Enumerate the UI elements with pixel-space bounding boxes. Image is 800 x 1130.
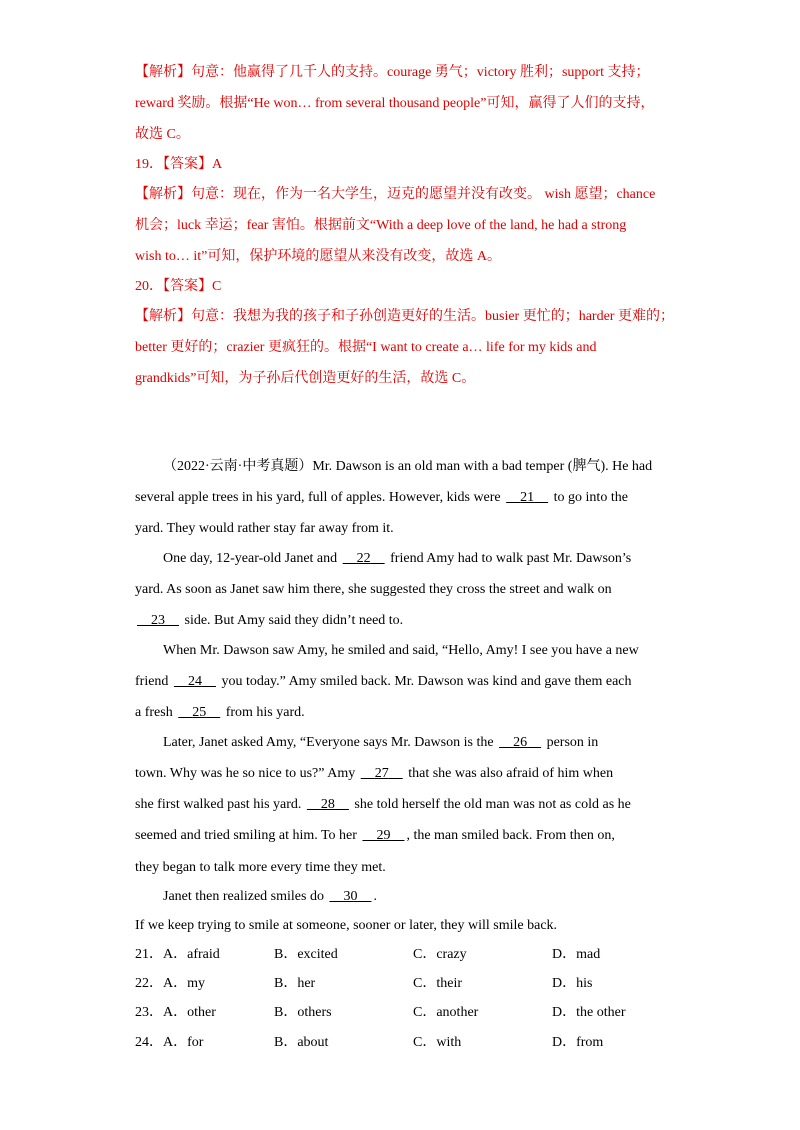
- text: several apple trees in his yard, full of apples. However, kids were: [135, 490, 505, 505]
- question-22-number: 22．: [135, 976, 163, 991]
- option-22-d[interactable]: D．his: [552, 976, 593, 991]
- text: a fresh: [135, 705, 177, 720]
- blank-29: [360, 827, 406, 845]
- blank-29-number: 29: [376, 828, 391, 843]
- blank-24-number: 24: [187, 674, 202, 689]
- text: to go into the: [550, 490, 628, 505]
- blank-28-number: 28: [320, 797, 335, 812]
- passage-p2-line-1: [163, 550, 703, 568]
- option-22-a[interactable]: A．my: [163, 976, 205, 991]
- blank-25-number: 25: [192, 705, 207, 720]
- blank-21-number: 21: [520, 490, 535, 505]
- question-23-options: [135, 1004, 695, 1022]
- option-23-b[interactable]: B．others: [274, 1005, 332, 1020]
- question-21-options: [135, 946, 695, 964]
- passage-p4-line-5: they began to talk more every time they met.: [135, 860, 386, 875]
- text: seemed and tried smiling at him. To her: [135, 828, 361, 843]
- blank-23: [135, 612, 181, 630]
- option-22-c[interactable]: C．their: [413, 976, 462, 991]
- option-23-a[interactable]: A．other: [163, 1005, 216, 1020]
- option-24-d[interactable]: D．from: [552, 1035, 604, 1050]
- passage-p1-line-2: [135, 489, 675, 507]
- text: that she was also afraid of him when: [404, 766, 614, 781]
- blank-25: [176, 704, 222, 722]
- passage-p2-line-2: yard. As soon as Janet saw him there, she suggested they cross the street and walk on: [135, 582, 612, 597]
- answer-18-explanation-line-3: 故选 C。: [135, 127, 190, 142]
- text: friend Amy had to walk past Mr. Dawson’s: [386, 551, 632, 566]
- blank-24: [172, 673, 218, 691]
- option-21-a[interactable]: A．afraid: [163, 947, 220, 962]
- text: side. But Amy said they didn’t need to.: [181, 613, 404, 628]
- passage-p4-line-3: [135, 796, 675, 814]
- blank-28: [305, 796, 351, 814]
- text: town. Why was he so nice to us?” Amy: [135, 766, 359, 781]
- question-21-number: 21．: [135, 947, 163, 962]
- blank-30-number: 30: [343, 889, 358, 904]
- passage-p3-line-2: [135, 673, 675, 691]
- text: person in: [543, 735, 599, 750]
- passage-p4-line-1: [163, 734, 703, 752]
- blank-22: [341, 550, 387, 568]
- option-23-d[interactable]: D．the other: [552, 1005, 626, 1020]
- blank-21: [504, 489, 550, 507]
- text: .: [373, 889, 377, 904]
- blank-27: [359, 765, 405, 783]
- text: from his yard.: [222, 705, 305, 720]
- blank-23-number: 23: [151, 613, 165, 628]
- passage-p2-line-3: [135, 612, 675, 630]
- answer-19-explanation-line-2: 机会；luck 幸运；fear 害怕。根据前文“With a deep love of the land, he had a strong: [135, 218, 627, 233]
- question-23-number: 23．: [135, 1005, 163, 1020]
- blank-26: [497, 734, 543, 752]
- text: she told herself the old man was not as cold as he: [350, 797, 631, 812]
- blank-26-number: 26: [513, 735, 528, 750]
- option-21-b[interactable]: B．excited: [274, 947, 338, 962]
- answer-18-explanation-line-1: 【解析】句意：他赢得了几千人的支持。courage 勇气；victory 胜利；support 支持；: [135, 65, 650, 80]
- text: she first walked past his yard.: [135, 797, 305, 812]
- passage-p3-line-1: When Mr. Dawson saw Amy, he smiled and said, “Hello, Amy! I see you have a new: [163, 643, 639, 658]
- answer-18-explanation-line-2: reward 奖励。根据“He won… from several thousand people”可知，赢得了人们的支持，: [135, 96, 655, 111]
- answer-20-explanation-line-3: grandkids”可知，为子孙后代创造更好的生活，故选 C。: [135, 371, 476, 386]
- blank-22-number: 22: [356, 551, 371, 566]
- text: One day, 12-year-old Janet and: [163, 551, 341, 566]
- passage-p6-line-1: If we keep trying to smile at someone, sooner or later, they will smile back.: [135, 918, 558, 933]
- option-24-a[interactable]: A．for: [163, 1035, 204, 1050]
- question-22-options: [135, 975, 695, 993]
- question-24-options: [135, 1034, 695, 1052]
- text: friend: [135, 674, 172, 689]
- answer-20-head: 20．【答案】C: [135, 279, 222, 294]
- option-24-b[interactable]: B．about: [274, 1035, 329, 1050]
- passage-p3-line-3: [135, 704, 675, 722]
- text: Later, Janet asked Amy, “Everyone says Mr. Dawson is the: [163, 735, 498, 750]
- answer-19-head: 19．【答案】A: [135, 157, 223, 172]
- passage-p4-line-2: [135, 765, 675, 783]
- passage-p1-line-3: yard. They would rather stay far away from it.: [135, 521, 394, 536]
- option-23-c[interactable]: C．another: [413, 1005, 479, 1020]
- option-21-c[interactable]: C．crazy: [413, 947, 467, 962]
- answer-20-explanation-line-2: better 更好的；crazier 更疯狂的。根据“I want to create a… life for my kids and: [135, 340, 597, 355]
- passage-p4-line-4: [135, 827, 675, 845]
- answer-19-explanation-line-3: wish to… it”可知，保护环境的愿望从来没有改变，故选 A。: [135, 249, 501, 264]
- blank-27-number: 27: [374, 766, 389, 781]
- text: , the man smiled back. From then on,: [406, 828, 615, 843]
- passage-p1-line-1: （2022·云南·中考真题）Mr. Dawson is an old man with a bad temper (脾气). He had: [163, 459, 653, 474]
- answer-19-explanation-line-1: 【解析】句意：现在，作为一名大学生，迈克的愿望并没有改变。 wish 愿望；chance: [135, 187, 656, 202]
- option-22-b[interactable]: B．her: [274, 976, 316, 991]
- option-21-d[interactable]: D．mad: [552, 947, 601, 962]
- answer-20-explanation-line-1: 【解析】句意：我想为我的孩子和子孙创造更好的生活。busier 更忙的；harder 更难的；: [135, 309, 674, 324]
- blank-30: [327, 888, 373, 906]
- passage-p5-line-1: [163, 888, 703, 906]
- question-24-number: 24．: [135, 1035, 163, 1050]
- text: you today.” Amy smiled back. Mr. Dawson was kind and gave them each: [217, 674, 632, 689]
- text: Janet then realized smiles do: [163, 889, 328, 904]
- option-24-c[interactable]: C．with: [413, 1035, 462, 1050]
